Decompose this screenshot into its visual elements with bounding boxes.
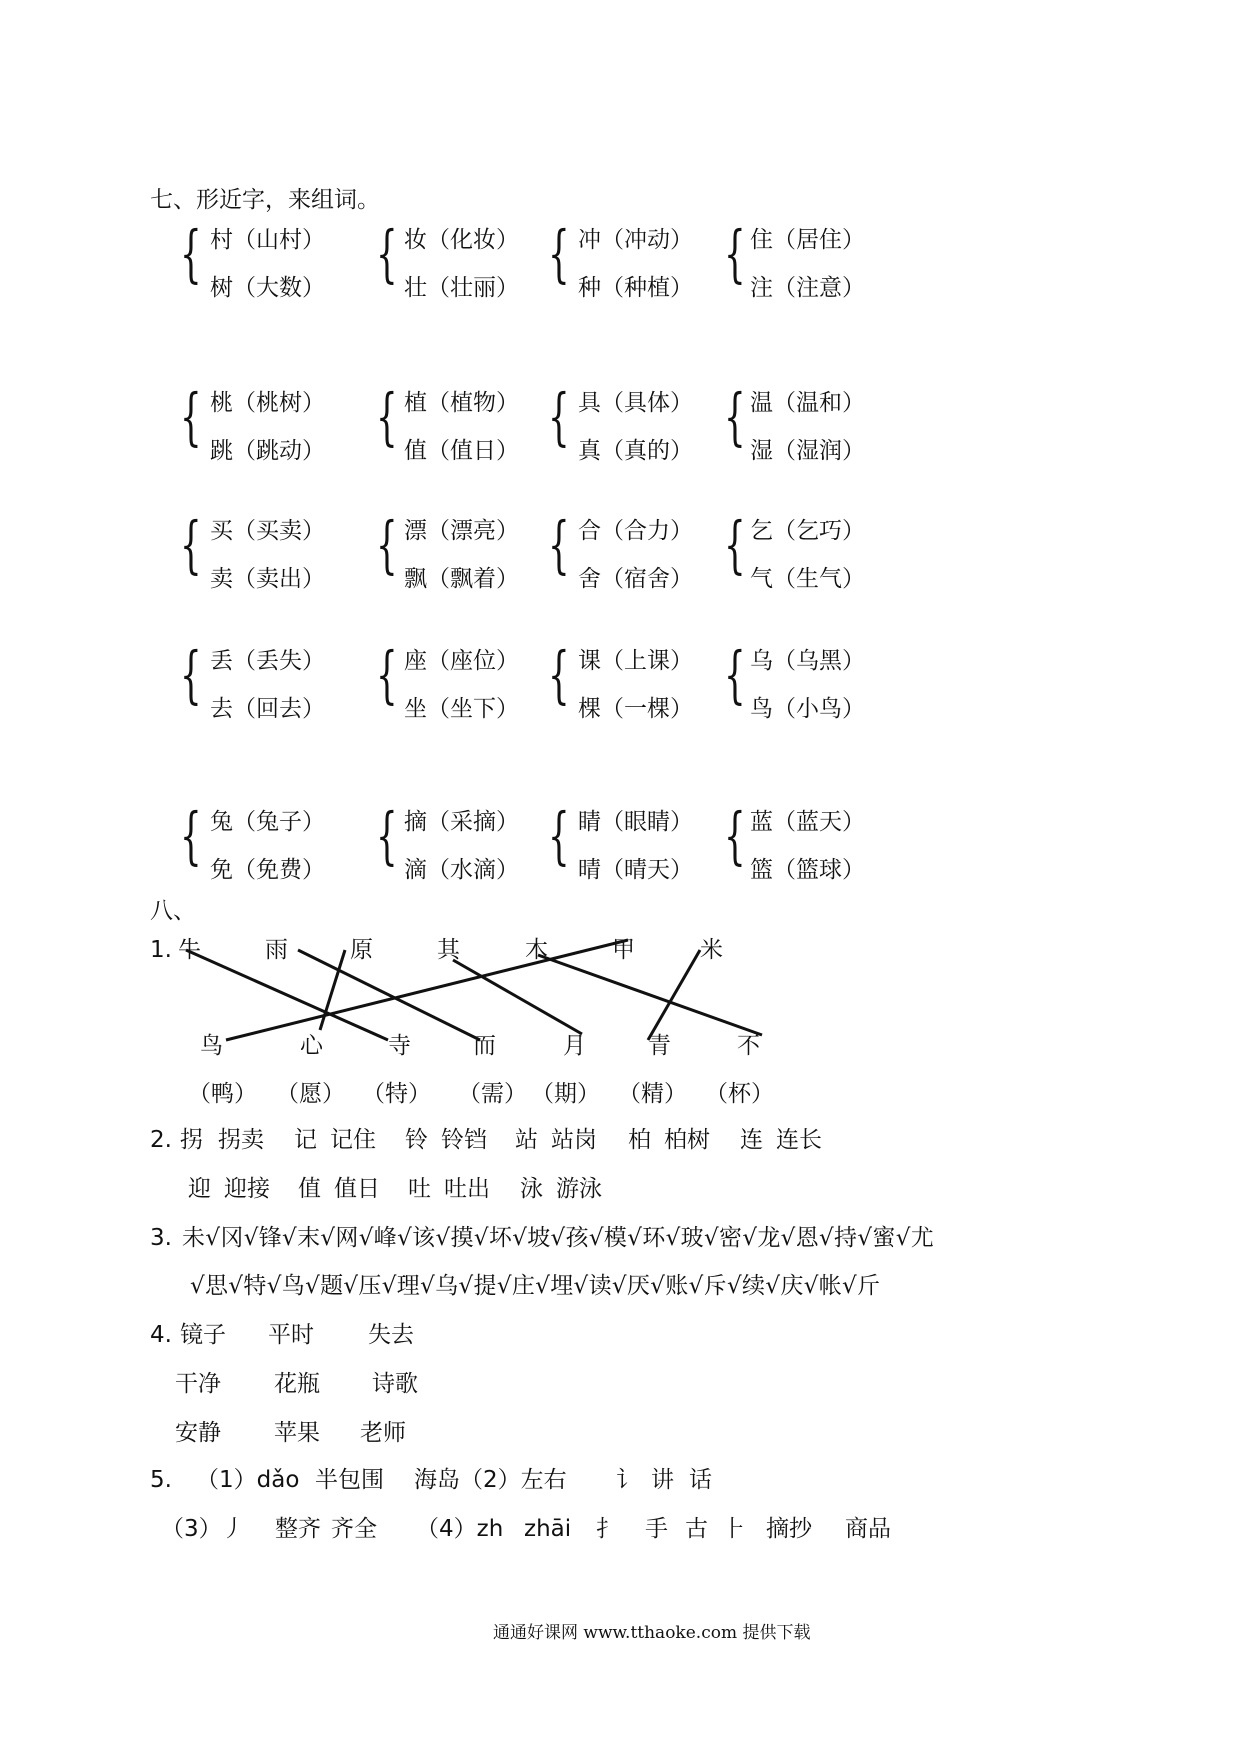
- section8-title: 八、: [150, 898, 196, 924]
- q4-word: 老师: [360, 1420, 406, 1446]
- match-answer: （特）: [362, 1081, 431, 1107]
- word-pair-top: 乞（乞巧）: [750, 518, 865, 544]
- match-line-mu-bu: [538, 955, 762, 1035]
- q2-item: 拐: [180, 1127, 203, 1153]
- word-pair-bottom: 晴（晴天）: [578, 857, 693, 883]
- word-pair-bottom: 篮（篮球）: [750, 857, 865, 883]
- brace-3-2: {: [548, 638, 570, 711]
- match-top-char: 雨: [265, 937, 288, 963]
- brace-2-2: {: [548, 508, 570, 581]
- match-answer: （期）: [531, 1081, 600, 1107]
- q2-item: 吐: [408, 1176, 431, 1202]
- brace-3-3: {: [724, 638, 746, 711]
- q5-item: （1）dǎo: [196, 1467, 300, 1493]
- q2-item: 记住: [330, 1127, 376, 1153]
- match-bottom-char: 寺: [388, 1033, 411, 1059]
- match-line-yu-er: [298, 950, 480, 1040]
- q2-item: 柏: [628, 1127, 651, 1153]
- match-top-char: 其: [437, 937, 460, 963]
- word-pair-bottom: 种（种植）: [578, 275, 693, 301]
- match-top-char: 木: [525, 937, 548, 963]
- q2-item: 站: [515, 1127, 538, 1153]
- match-answer: （精）: [618, 1081, 687, 1107]
- word-pair-bottom: 注（注意）: [750, 275, 865, 301]
- word-pair-top: 课（上课）: [578, 648, 693, 674]
- word-pair-top: 具（具体）: [578, 390, 693, 416]
- q5-item: ⺊: [723, 1516, 746, 1542]
- section7-title: 七、形近字，来组词。: [150, 187, 380, 213]
- q5-item: 齐全: [331, 1516, 377, 1542]
- q4-word: 诗歌: [372, 1371, 418, 1397]
- word-pair-bottom: 跳（跳动）: [210, 438, 325, 464]
- q5-item: 海岛（2）左右: [414, 1467, 567, 1493]
- q2-item: 值日: [334, 1176, 380, 1202]
- word-pair-top: 妆（化妆）: [404, 227, 519, 253]
- brace-2-1: {: [376, 508, 398, 581]
- word-pair-top: 丢（丢失）: [210, 648, 325, 674]
- word-pair-top: 漂（漂亮）: [404, 518, 519, 544]
- q3-line1: 未√冈√锋√末√网√峰√该√摸√坏√坡√孩√模√环√玻√密√龙√恩√持√蜜√尤: [182, 1225, 935, 1251]
- brace-1-0: {: [180, 380, 202, 453]
- q4-word: 干净: [175, 1371, 221, 1397]
- q4-word: 平时: [268, 1322, 314, 1348]
- word-pair-top: 乌（乌黑）: [750, 648, 865, 674]
- word-pair-bottom: 免（免费）: [210, 857, 325, 883]
- q2-item: 记: [294, 1127, 317, 1153]
- q5-item: 手: [645, 1516, 668, 1542]
- brace-2-3: {: [724, 508, 746, 581]
- q2-label: 2.: [150, 1127, 172, 1153]
- match-bottom-char: 不: [737, 1033, 760, 1059]
- word-pair-bottom: 飘（飘着）: [404, 566, 519, 592]
- word-pair-top: 村（山村）: [210, 227, 325, 253]
- word-pair-top: 买（买卖）: [210, 518, 325, 544]
- q4-word: 安静: [175, 1420, 221, 1446]
- word-pair-bottom: 卖（卖出）: [210, 566, 325, 592]
- match-bottom-char: 月: [563, 1033, 586, 1059]
- q5-item: 半包围: [315, 1467, 384, 1493]
- brace-4-1: {: [376, 799, 398, 872]
- brace-1-3: {: [724, 380, 746, 453]
- q2-item: 游泳: [556, 1176, 602, 1202]
- word-pair-top: 摘（采摘）: [404, 809, 519, 835]
- match-answer: （杯）: [705, 1081, 774, 1107]
- q4-word: 花瓶: [274, 1371, 320, 1397]
- q2-item: 吐出: [444, 1176, 490, 1202]
- q2-item: 值: [298, 1176, 321, 1202]
- q5-item: （4）zh: [416, 1516, 504, 1542]
- word-pair-top: 住（居住）: [750, 227, 865, 253]
- brace-0-2: {: [548, 217, 570, 290]
- footer-text: 通通好课网 www.tthaoke.com 提供下载: [493, 1623, 811, 1643]
- word-pair-bottom: 壮（壮丽）: [404, 275, 519, 301]
- word-pair-bottom: 真（真的）: [578, 438, 693, 464]
- word-pair-top: 冲（冲动）: [578, 227, 693, 253]
- q5-item: zhāi: [524, 1516, 572, 1542]
- word-pair-bottom: 鸟（小鸟）: [750, 696, 865, 722]
- brace-1-2: {: [548, 380, 570, 453]
- word-pair-top: 植（植物）: [404, 390, 519, 416]
- q5-item: 扌: [596, 1516, 619, 1542]
- q2-item: 站岗: [551, 1127, 597, 1153]
- q5-item: 古: [685, 1516, 708, 1542]
- q5-item: 商品: [845, 1516, 891, 1542]
- q1-label: 1.: [150, 937, 172, 963]
- match-line-qi-yue: [453, 960, 582, 1034]
- q4-word: 镜子: [180, 1322, 226, 1348]
- q2-item: 拐卖: [218, 1127, 264, 1153]
- brace-0-3: {: [724, 217, 746, 290]
- brace-3-1: {: [376, 638, 398, 711]
- match-line-mi-qing: [648, 950, 700, 1040]
- word-pair-bottom: 舍（宿舍）: [578, 566, 693, 592]
- word-pair-top: 睛（眼睛）: [578, 809, 693, 835]
- match-answer: （鸭）: [188, 1081, 257, 1107]
- match-bottom-char: 心: [300, 1033, 323, 1059]
- match-bottom-char: 而: [473, 1033, 496, 1059]
- q2-item: 铃铛: [441, 1127, 487, 1153]
- word-pair-top: 座（座位）: [404, 648, 519, 674]
- word-pair-bottom: 湿（湿润）: [750, 438, 865, 464]
- word-pair-top: 桃（桃树）: [210, 390, 325, 416]
- q2-item: 迎: [188, 1176, 211, 1202]
- brace-3-0: {: [180, 638, 202, 711]
- q3-line2: √思√特√鸟√题√压√理√乌√提√庄√埋√读√厌√账√斥√续√庆√帐√斤: [190, 1273, 881, 1299]
- brace-0-0: {: [180, 217, 202, 290]
- word-pair-bottom: 去（回去）: [210, 696, 325, 722]
- q2-item: 连长: [776, 1127, 822, 1153]
- q2-item: 柏树: [664, 1127, 710, 1153]
- word-pair-top: 合（合力）: [578, 518, 693, 544]
- word-pair-bottom: 滴（水滴）: [404, 857, 519, 883]
- word-pair-bottom: 气（生气）: [750, 566, 865, 592]
- word-pair-top: 兔（兔子）: [210, 809, 325, 835]
- word-pair-top: 蓝（蓝天）: [750, 809, 865, 835]
- match-top-char: 牛: [178, 937, 201, 963]
- q5-item: 话: [689, 1467, 712, 1493]
- match-top-char: 米: [700, 937, 723, 963]
- word-pair-bottom: 树（大数）: [210, 275, 325, 301]
- q3-label: 3.: [150, 1225, 172, 1251]
- match-top-char: 甲: [612, 937, 635, 963]
- brace-4-3: {: [724, 799, 746, 872]
- q5-item: 摘抄: [766, 1516, 812, 1542]
- match-bottom-char: 鸟: [200, 1033, 223, 1059]
- q2-item: 连: [740, 1127, 763, 1153]
- match-top-char: 原: [350, 937, 373, 963]
- brace-4-2: {: [548, 799, 570, 872]
- word-pair-bottom: 坐（坐下）: [404, 696, 519, 722]
- q5-item: 讲: [651, 1467, 674, 1493]
- q2-item: 铃: [405, 1127, 428, 1153]
- match-bottom-char: 青: [648, 1033, 671, 1059]
- q5-label: 5.: [150, 1467, 172, 1493]
- match-line-niu-si: [186, 950, 388, 1040]
- q5-item: （3）丿: [161, 1516, 245, 1542]
- word-pair-bottom: 棵（一棵）: [578, 696, 693, 722]
- q2-item: 泳: [520, 1176, 543, 1202]
- word-pair-top: 温（温和）: [750, 390, 865, 416]
- brace-1-1: {: [376, 380, 398, 453]
- q5-item: 整齐: [275, 1516, 321, 1542]
- q4-word: 失去: [368, 1322, 414, 1348]
- word-pair-bottom: 值（值日）: [404, 438, 519, 464]
- brace-2-0: {: [180, 508, 202, 581]
- match-answer: （愿）: [276, 1081, 345, 1107]
- brace-0-1: {: [376, 217, 398, 290]
- q5-item: 讠: [616, 1467, 639, 1493]
- brace-4-0: {: [180, 799, 202, 872]
- q2-item: 迎接: [224, 1176, 270, 1202]
- q4-label: 4.: [150, 1322, 172, 1348]
- match-answer: （需）: [458, 1081, 527, 1107]
- q4-word: 苹果: [274, 1420, 320, 1446]
